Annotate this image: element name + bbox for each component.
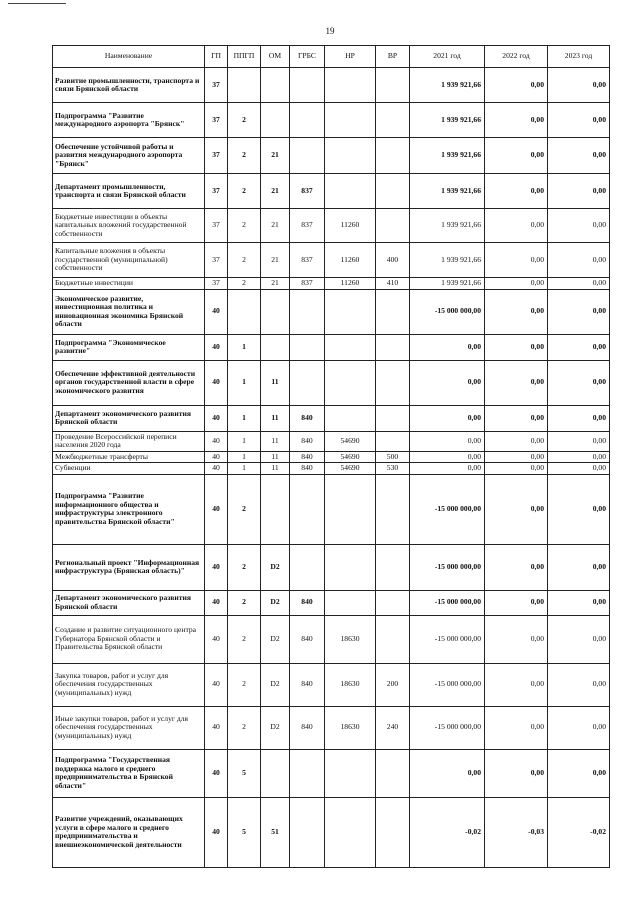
cell-om: 11 [261, 431, 290, 451]
cell-y2023: 0,00 [548, 706, 610, 749]
cell-y2022: 0,00 [485, 103, 548, 138]
cell-name: Департамент экономического развития Брянской области [53, 405, 205, 431]
header-om: ОМ [261, 46, 290, 68]
cell-gp: 40 [205, 360, 228, 405]
cell-om: 21 [261, 138, 290, 174]
cell-name: Бюджетные инвестиции в объекты капитальных вложений государственной собственности [53, 209, 205, 243]
cell-gp: 40 [205, 590, 228, 615]
cell-y2021: 0,00 [410, 405, 485, 431]
cell-ppgp: 1 [228, 463, 261, 475]
cell-name: Закупка товаров, работ и услуг для обеспечения государственных (муниципальных) нужд [53, 663, 205, 706]
cell-y2022: 0,00 [485, 289, 548, 334]
cell-nr [325, 590, 376, 615]
cell-vr [376, 474, 410, 544]
budget-table [52, 45, 610, 868]
cell-om: 21 [261, 243, 290, 278]
cell-y2023: 0,00 [548, 278, 610, 290]
cell-grbs: 837 [290, 243, 325, 278]
cell-y2022: 0,00 [485, 431, 548, 451]
cell-y2022: 0,00 [485, 209, 548, 243]
cell-name: Бюджетные инвестиции [53, 278, 205, 290]
cell-name: Подпрограмма "Экономическое развитие" [53, 334, 205, 360]
cell-gp: 40 [205, 797, 228, 867]
cell-name: Развитие учреждений, оказывающих услуги в сфере малого и среднего предпринимательства и внешнеэкономической деятельности [53, 797, 205, 867]
cell-y2023: 0,00 [548, 334, 610, 360]
cell-om: 51 [261, 797, 290, 867]
cell-ppgp: 2 [228, 615, 261, 663]
cell-vr [376, 174, 410, 209]
cell-y2023: 0,00 [548, 289, 610, 334]
cell-vr: 200 [376, 663, 410, 706]
cell-y2023: 0,00 [548, 174, 610, 209]
cell-gp: 40 [205, 451, 228, 463]
cell-nr: 54690 [325, 451, 376, 463]
cell-nr: 18630 [325, 706, 376, 749]
cell-y2021: -15 000 000,00 [410, 474, 485, 544]
cell-vr [376, 334, 410, 360]
cell-name: Создание и развитие ситуационного центра Губернатора Брянской области и Правительства Брянской области [53, 615, 205, 663]
cell-name: Департамент экономического развития Брянской области [53, 590, 205, 615]
cell-vr: 400 [376, 243, 410, 278]
cell-y2021: -15 000 000,00 [410, 663, 485, 706]
cell-gp: 40 [205, 544, 228, 590]
cell-om [261, 334, 290, 360]
cell-grbs: 837 [290, 174, 325, 209]
table-row [53, 360, 610, 405]
cell-vr [376, 68, 410, 103]
cell-ppgp [228, 68, 261, 103]
cell-y2022: 0,00 [485, 278, 548, 290]
cell-om [261, 103, 290, 138]
cell-y2023: 0,00 [548, 463, 610, 475]
table-row [53, 463, 610, 475]
header-2021: 2021 год [410, 46, 485, 68]
cell-ppgp: 1 [228, 334, 261, 360]
cell-y2021: 1 939 921,66 [410, 68, 485, 103]
table-row [53, 334, 610, 360]
header-name: Наименование [53, 46, 205, 68]
cell-name: Подпрограмма "Развитие информационного общества и инфраструктуры электронного правительства Брянской области" [53, 474, 205, 544]
cell-ppgp: 5 [228, 749, 261, 797]
cell-vr: 530 [376, 463, 410, 475]
table-row [53, 405, 610, 431]
cell-vr [376, 138, 410, 174]
cell-nr [325, 334, 376, 360]
cell-y2021: -15 000 000,00 [410, 706, 485, 749]
cell-y2022: 0,00 [485, 749, 548, 797]
cell-om: 21 [261, 174, 290, 209]
cell-y2022: 0,00 [485, 663, 548, 706]
cell-vr [376, 103, 410, 138]
cell-ppgp: 2 [228, 103, 261, 138]
table-row [53, 474, 610, 544]
cell-nr [325, 103, 376, 138]
cell-gp: 37 [205, 243, 228, 278]
cell-gp: 40 [205, 749, 228, 797]
cell-y2021: 0,00 [410, 463, 485, 475]
cell-y2023: 0,00 [548, 590, 610, 615]
cell-y2021: -15 000 000,00 [410, 615, 485, 663]
cell-ppgp: 2 [228, 590, 261, 615]
cell-grbs: 840 [290, 463, 325, 475]
cell-name: Развитие промышленности, транспорта и связи Брянской области [53, 68, 205, 103]
table-row [53, 174, 610, 209]
top-rule [8, 3, 66, 4]
cell-y2022: 0,00 [485, 334, 548, 360]
cell-y2021: 1 939 921,66 [410, 243, 485, 278]
cell-ppgp: 2 [228, 663, 261, 706]
cell-grbs [290, 474, 325, 544]
page-number: 19 [325, 26, 335, 36]
cell-y2022: 0,00 [485, 174, 548, 209]
cell-ppgp: 2 [228, 474, 261, 544]
cell-grbs: 840 [290, 405, 325, 431]
cell-y2023: 0,00 [548, 103, 610, 138]
cell-nr: 54690 [325, 431, 376, 451]
cell-y2023: -0,02 [548, 797, 610, 867]
header-gp: ГП [205, 46, 228, 68]
cell-gp: 40 [205, 706, 228, 749]
cell-y2021: 0,00 [410, 749, 485, 797]
cell-gp: 40 [205, 615, 228, 663]
cell-y2021: -15 000 000,00 [410, 289, 485, 334]
cell-y2022: 0,00 [485, 706, 548, 749]
cell-vr: 240 [376, 706, 410, 749]
cell-vr: 410 [376, 278, 410, 290]
cell-vr [376, 405, 410, 431]
cell-y2023: 0,00 [548, 474, 610, 544]
cell-y2022: 0,00 [485, 474, 548, 544]
cell-y2022: 0,00 [485, 360, 548, 405]
table-row [53, 138, 610, 174]
cell-vr [376, 590, 410, 615]
cell-om: D2 [261, 706, 290, 749]
cell-y2023: 0,00 [548, 405, 610, 431]
cell-name: Региональный проект "Информационная инфраструктура (Брянская область)" [53, 544, 205, 590]
cell-y2021: 1 939 921,66 [410, 209, 485, 243]
cell-ppgp: 2 [228, 138, 261, 174]
cell-om [261, 68, 290, 103]
header-ppgp: ППГП [228, 46, 261, 68]
cell-gp: 37 [205, 138, 228, 174]
cell-vr [376, 209, 410, 243]
cell-om: 21 [261, 278, 290, 290]
cell-gp: 37 [205, 209, 228, 243]
cell-nr: 11260 [325, 243, 376, 278]
cell-name: Обеспечение устойчивой работы и развития международного аэропорта "Брянск" [53, 138, 205, 174]
cell-om: 11 [261, 451, 290, 463]
cell-ppgp: 2 [228, 243, 261, 278]
table-row [53, 103, 610, 138]
table-row [53, 209, 610, 243]
cell-ppgp: 2 [228, 706, 261, 749]
cell-om: D2 [261, 544, 290, 590]
cell-om: 21 [261, 209, 290, 243]
cell-nr [325, 474, 376, 544]
cell-y2023: 0,00 [548, 243, 610, 278]
cell-y2022: -0,03 [485, 797, 548, 867]
cell-nr [325, 360, 376, 405]
cell-y2023: 0,00 [548, 209, 610, 243]
cell-gp: 37 [205, 103, 228, 138]
cell-ppgp: 1 [228, 405, 261, 431]
cell-vr [376, 289, 410, 334]
cell-y2021: 0,00 [410, 334, 485, 360]
cell-y2021: 0,00 [410, 431, 485, 451]
cell-nr [325, 797, 376, 867]
cell-om: 11 [261, 405, 290, 431]
cell-name: Иные закупки товаров, работ и услуг для обеспечения государственных (муниципальных) нужд [53, 706, 205, 749]
cell-y2023: 0,00 [548, 431, 610, 451]
cell-vr [376, 544, 410, 590]
cell-om [261, 749, 290, 797]
cell-nr [325, 405, 376, 431]
cell-grbs [290, 103, 325, 138]
cell-nr [325, 68, 376, 103]
cell-gp: 40 [205, 431, 228, 451]
cell-nr [325, 174, 376, 209]
cell-y2021: -0,02 [410, 797, 485, 867]
cell-grbs [290, 797, 325, 867]
cell-gp: 40 [205, 663, 228, 706]
cell-name: Подпрограмма "Государственная поддержка малого и среднего предпринимательства в Брянской области" [53, 749, 205, 797]
table-row [53, 749, 610, 797]
cell-nr [325, 138, 376, 174]
cell-ppgp: 2 [228, 278, 261, 290]
cell-gp: 37 [205, 174, 228, 209]
cell-y2021: 1 939 921,66 [410, 138, 485, 174]
cell-ppgp: 1 [228, 451, 261, 463]
header-vr: ВР [376, 46, 410, 68]
cell-y2021: 0,00 [410, 360, 485, 405]
cell-ppgp: 1 [228, 360, 261, 405]
table-row [53, 590, 610, 615]
cell-y2022: 0,00 [485, 243, 548, 278]
cell-grbs [290, 289, 325, 334]
cell-gp: 40 [205, 289, 228, 334]
cell-nr: 18630 [325, 615, 376, 663]
cell-om [261, 474, 290, 544]
cell-om: D2 [261, 590, 290, 615]
cell-ppgp: 5 [228, 797, 261, 867]
cell-nr: 11260 [325, 278, 376, 290]
cell-grbs [290, 68, 325, 103]
cell-vr [376, 749, 410, 797]
cell-name: Капитальные вложения в объекты государственной (муниципальной) собственности [53, 243, 205, 278]
cell-y2021: -15 000 000,00 [410, 544, 485, 590]
cell-name: Экономическое развитие, инвестиционная политика и инновационная экономика Брянской области [53, 289, 205, 334]
table-row [53, 544, 610, 590]
cell-name: Обеспечение эффективной деятельности органов государственной власти в сфере экономического развития [53, 360, 205, 405]
cell-gp: 40 [205, 334, 228, 360]
cell-nr [325, 544, 376, 590]
cell-grbs [290, 138, 325, 174]
cell-name: Субвенции [53, 463, 205, 475]
cell-name: Подпрограмма "Развитие международного аэропорта "Брянск" [53, 103, 205, 138]
header-2023: 2023 год [548, 46, 610, 68]
table-row [53, 706, 610, 749]
table-row [53, 431, 610, 451]
cell-gp: 37 [205, 68, 228, 103]
cell-grbs: 837 [290, 209, 325, 243]
cell-y2022: 0,00 [485, 590, 548, 615]
header-nr: НР [325, 46, 376, 68]
cell-name: Межбюджетные трансферты [53, 451, 205, 463]
cell-y2021: -15 000 000,00 [410, 590, 485, 615]
cell-vr [376, 360, 410, 405]
cell-y2022: 0,00 [485, 138, 548, 174]
cell-grbs: 840 [290, 590, 325, 615]
cell-y2021: 1 939 921,66 [410, 103, 485, 138]
cell-y2023: 0,00 [548, 615, 610, 663]
cell-y2022: 0,00 [485, 615, 548, 663]
cell-om: 11 [261, 360, 290, 405]
table-row [53, 663, 610, 706]
cell-ppgp: 1 [228, 431, 261, 451]
cell-y2022: 0,00 [485, 405, 548, 431]
table-row [53, 451, 610, 463]
cell-om: D2 [261, 663, 290, 706]
table-row [53, 289, 610, 334]
cell-grbs: 837 [290, 278, 325, 290]
cell-om: D2 [261, 615, 290, 663]
cell-name: Проведение Всероссийской переписи населения 2020 года [53, 431, 205, 451]
table-row [53, 278, 610, 290]
cell-nr: 11260 [325, 209, 376, 243]
cell-y2022: 0,00 [485, 451, 548, 463]
cell-nr [325, 289, 376, 334]
cell-grbs: 840 [290, 615, 325, 663]
cell-vr: 500 [376, 451, 410, 463]
cell-y2022: 0,00 [485, 463, 548, 475]
cell-vr [376, 431, 410, 451]
cell-grbs [290, 334, 325, 360]
cell-gp: 40 [205, 474, 228, 544]
cell-gp: 40 [205, 463, 228, 475]
cell-ppgp [228, 289, 261, 334]
cell-grbs [290, 749, 325, 797]
table-row [53, 615, 610, 663]
cell-y2023: 0,00 [548, 544, 610, 590]
cell-y2021: 0,00 [410, 451, 485, 463]
cell-vr [376, 615, 410, 663]
cell-nr [325, 749, 376, 797]
cell-grbs [290, 544, 325, 590]
cell-nr: 54690 [325, 463, 376, 475]
cell-y2023: 0,00 [548, 138, 610, 174]
cell-ppgp: 2 [228, 174, 261, 209]
table-row [53, 243, 610, 278]
header-grbs: ГРБС [290, 46, 325, 68]
cell-gp: 40 [205, 405, 228, 431]
cell-nr: 18630 [325, 663, 376, 706]
cell-ppgp: 2 [228, 209, 261, 243]
cell-y2021: 1 939 921,66 [410, 278, 485, 290]
cell-grbs: 840 [290, 431, 325, 451]
cell-grbs [290, 360, 325, 405]
cell-y2023: 0,00 [548, 663, 610, 706]
cell-y2023: 0,00 [548, 749, 610, 797]
cell-name: Департамент промышленности, транспорта и связи Брянской области [53, 174, 205, 209]
cell-vr [376, 797, 410, 867]
cell-gp: 37 [205, 278, 228, 290]
table-row [53, 68, 610, 103]
cell-y2023: 0,00 [548, 68, 610, 103]
table-body [53, 68, 610, 868]
cell-y2021: 1 939 921,66 [410, 174, 485, 209]
cell-om [261, 289, 290, 334]
cell-y2022: 0,00 [485, 68, 548, 103]
cell-ppgp: 2 [228, 544, 261, 590]
header-2022: 2022 год [485, 46, 548, 68]
cell-om: 11 [261, 463, 290, 475]
cell-grbs: 840 [290, 706, 325, 749]
cell-y2023: 0,00 [548, 451, 610, 463]
cell-grbs: 840 [290, 663, 325, 706]
cell-grbs: 840 [290, 451, 325, 463]
cell-y2022: 0,00 [485, 544, 548, 590]
cell-y2023: 0,00 [548, 360, 610, 405]
header-row [53, 46, 610, 68]
table-row [53, 797, 610, 867]
